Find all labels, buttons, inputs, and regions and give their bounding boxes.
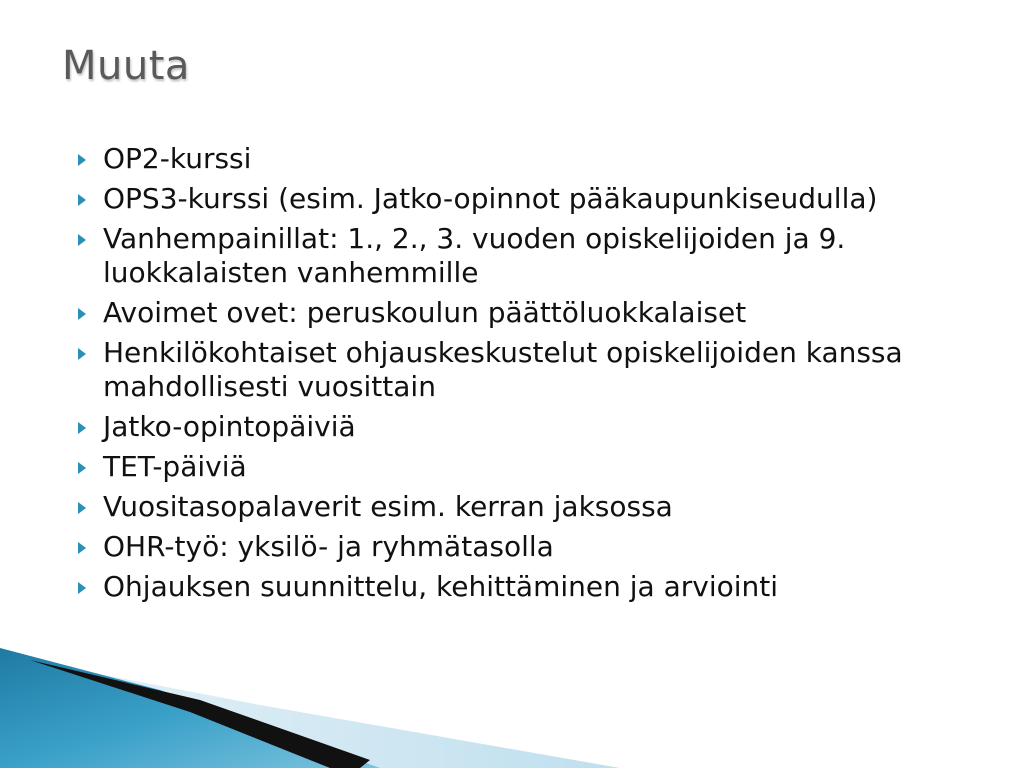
bullet-list xyxy=(76,142,976,610)
list-item-text: OPS3-kurssi (esim. Jatko-opinnot pääkaupunkiseudulla) xyxy=(103,182,878,215)
list-item-text: Jatko-opintopäiviä xyxy=(103,410,356,443)
bullet-arrow-icon xyxy=(78,542,86,554)
list-item xyxy=(76,490,976,524)
list-item-text: Vanhempainillat: 1., 2., 3. vuoden opiskelijoiden ja 9. luokkalaisten vanhemmille xyxy=(103,222,846,289)
bullet-arrow-icon xyxy=(78,422,86,434)
bullet-arrow-icon xyxy=(78,502,86,514)
slide-title: Muuta xyxy=(62,43,190,89)
bullet-arrow-icon xyxy=(78,194,86,206)
list-item-text: OHR-työ: yksilö- ja ryhmätasolla xyxy=(103,530,554,563)
list-item-text: TET-päiviä xyxy=(103,450,247,483)
list-item-text: Vuositasopalaverit esim. kerran jaksossa xyxy=(103,490,673,523)
list-item xyxy=(76,410,976,444)
bullet-arrow-icon xyxy=(78,582,86,594)
bullet-arrow-icon xyxy=(78,154,86,166)
list-item xyxy=(76,182,976,216)
list-item xyxy=(76,570,976,604)
list-item-text: OP2-kurssi xyxy=(103,142,252,175)
bullet-arrow-icon xyxy=(78,308,86,320)
list-item xyxy=(76,296,976,330)
bullet-arrow-icon xyxy=(78,462,86,474)
list-item xyxy=(76,530,976,564)
list-item xyxy=(76,336,976,404)
bullet-arrow-icon xyxy=(78,348,86,360)
list-item-text: Avoimet ovet: peruskoulun päättöluokkalaiset xyxy=(103,296,747,329)
list-item xyxy=(76,142,976,176)
list-item-text: Ohjauksen suunnittelu, kehittäminen ja arviointi xyxy=(103,570,779,603)
list-item xyxy=(76,450,976,484)
bullet-arrow-icon xyxy=(78,234,86,246)
list-item-text: Henkilökohtaiset ohjauskeskustelut opiskelijoiden kanssa mahdollisesti vuosittain xyxy=(103,336,903,403)
list-item xyxy=(76,222,976,290)
